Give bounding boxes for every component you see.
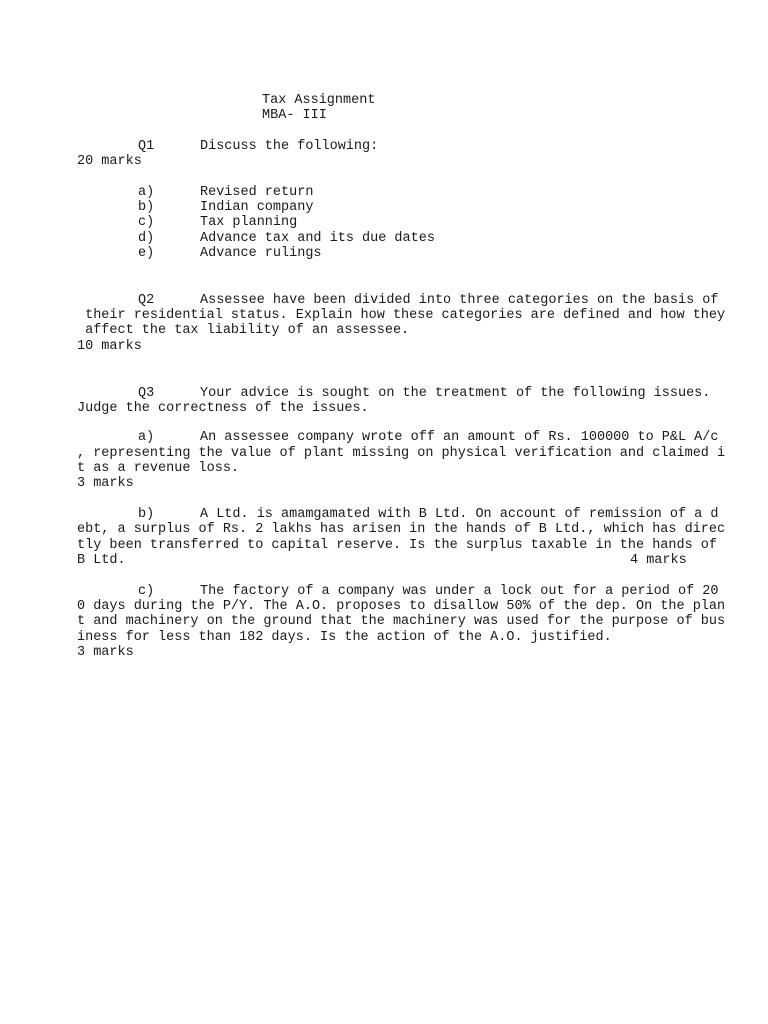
q3-part-marks: 3 marks xyxy=(77,476,134,491)
q3-text-line: Judge the correctness of the issues. xyxy=(77,401,369,416)
q3-part-text-line: t as a revenue loss. xyxy=(77,461,240,476)
q2-text-line: affect the tax liability of an assessee. xyxy=(77,323,410,338)
q1-text: Discuss the following: xyxy=(200,139,379,154)
q1-number: Q1 xyxy=(138,139,155,154)
q3-part-text-line: t and machinery on the ground that the machinery was used for the purpose of bus xyxy=(77,614,726,629)
q1-item-text: Advance rulings xyxy=(200,246,322,261)
q1-item-text: Indian company xyxy=(200,200,314,215)
q3-part-text-line: An assessee company wrote off an amount of Rs. 100000 to P&L A/c xyxy=(200,430,719,445)
q3-part-text-line: tly been transferred to capital reserve. Is the surplus taxable in the hands of xyxy=(77,538,718,553)
q3-text-line: Your advice is sought on the treatment of the following issues. xyxy=(200,386,711,401)
q1-item-text: Tax planning xyxy=(200,215,298,230)
q1-item-label: a) xyxy=(138,185,155,200)
q3-part-label: c) xyxy=(138,584,155,599)
q3-part-text-line: iness for less than 182 days. Is the action of the A.O. justified. xyxy=(77,630,612,645)
q1-item-label: e) xyxy=(138,246,155,261)
document-title: Tax Assignment xyxy=(262,93,376,108)
q1-item-text: Revised return xyxy=(200,185,314,200)
q1-item-label: c) xyxy=(138,215,155,230)
q3-part-text-line: 0 days during the P/Y. The A.O. proposes to disallow 50% of the dep. On the plan xyxy=(77,599,726,614)
q2-number: Q2 xyxy=(138,293,155,308)
q3-part-text-line: , representing the value of plant missing on physical verification and claimed i xyxy=(77,446,726,461)
q2-text-line: their residential status. Explain how these categories are defined and how they xyxy=(77,308,726,323)
q3-part-text-line: ebt, a surplus of Rs. 2 lakhs has arisen in the hands of B Ltd., which has direc xyxy=(77,522,726,537)
q3-part-marks: 3 marks xyxy=(77,645,134,660)
q2-text-line: Assessee have been divided into three categories on the basis of xyxy=(200,293,719,308)
q1-item-label: b) xyxy=(138,200,155,215)
q3-part-marks: 4 marks xyxy=(630,553,687,568)
q1-item-text: Advance tax and its due dates xyxy=(200,231,435,246)
q3-part-label: a) xyxy=(138,430,155,445)
q3-number: Q3 xyxy=(138,386,155,401)
q3-part-text-line: A Ltd. is amamgamated with B Ltd. On account of remission of a d xyxy=(200,507,719,522)
document-subtitle: MBA- III xyxy=(262,108,327,123)
q3-part-label: b) xyxy=(138,507,155,522)
q1-marks: 20 marks xyxy=(77,154,142,169)
q2-marks: 10 marks xyxy=(77,339,142,354)
q1-item-label: d) xyxy=(138,231,155,246)
q3-part-text-line: The factory of a company was under a lock out for a period of 20 xyxy=(200,584,719,599)
q3-part-text-line: B Ltd. xyxy=(77,553,126,568)
